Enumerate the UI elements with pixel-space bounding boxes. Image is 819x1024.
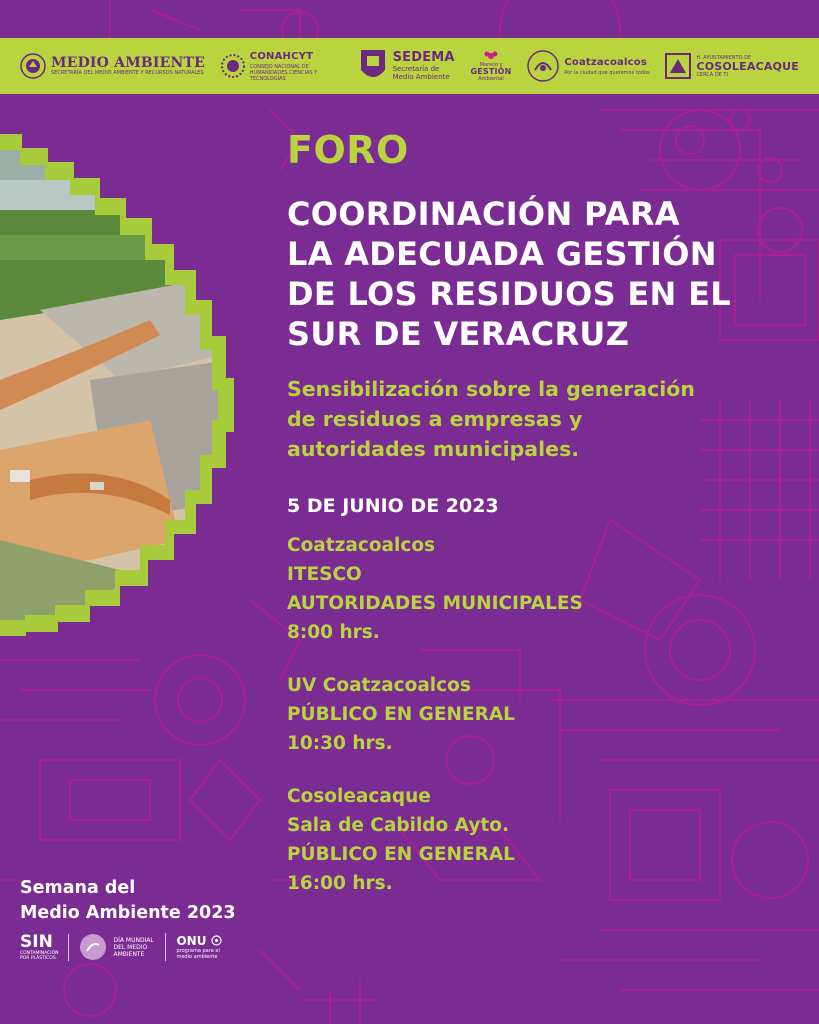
logo-gestion-ambiental	[470, 50, 511, 82]
logo-onu	[166, 935, 228, 960]
logo-coatzacoalcos-name: Coatzacoalcos	[564, 57, 647, 68]
logo-gestion-line-3: Ambiental	[478, 76, 504, 82]
venue-time: 10:30 hrs.	[287, 733, 393, 754]
venue-time: 16:00 hrs.	[287, 873, 393, 894]
event-title-line: SUR DE VERACRUZ	[287, 315, 630, 353]
event-title	[287, 194, 792, 354]
venue-line: AUTORIDADES MUNICIPALES	[287, 593, 583, 614]
event-subtitle-line: autoridades municipales.	[287, 437, 580, 461]
event-title-line: DE LOS RESIDUOS EN EL	[287, 275, 731, 313]
gear-seal-icon	[221, 54, 245, 78]
event-subtitle-line: de residuos a empresas y	[287, 407, 583, 431]
logo-conahcyt-tagline: CONSEJO NACIONAL DE HUMANIDADES CIENCIAS Y TECNOLOGÍAS	[249, 64, 318, 82]
venue-uv-coatzacoalcos	[287, 671, 792, 758]
flower-icon	[484, 50, 498, 62]
logo-coatzacoalcos-tagline: Por la ciudad que queremos todos	[564, 70, 650, 76]
landfill-aerial-photo	[0, 120, 260, 640]
venue-line: Sala de Cabildo Ayto.	[287, 815, 509, 836]
logo-dia-mundial	[69, 933, 166, 961]
event-title-line: COORDINACIÓN PARA	[287, 195, 680, 233]
mexico-emblem-icon	[20, 53, 46, 79]
logo-sedema-tagline-2: Medio Ambiente	[392, 73, 450, 81]
sin-small-1: CONTAMINACIÓN	[20, 950, 59, 956]
venue-list	[287, 531, 792, 898]
logo-conahcyt	[221, 50, 342, 82]
event-title-line: LA ADECUADA GESTIÓN	[287, 235, 717, 273]
event-subtitle-line: Sensibilización sobre la generación	[287, 377, 695, 401]
onu-name: ONU	[176, 933, 207, 948]
logo-coatzacoalcos	[527, 50, 649, 82]
event-date: 5 DE JUNIO DE 2023	[287, 495, 499, 517]
event-content	[287, 128, 792, 922]
logo-cosoleacaque-line-1: H. AYUNTAMIENTO DE	[696, 54, 752, 61]
logo-cosoleacaque-name: COSOLEACAQUE	[696, 59, 799, 73]
event-label: FORO	[287, 128, 409, 172]
sin-small-2: POR PLÁSTICOS	[20, 955, 56, 961]
semana-title-line: Semana del	[20, 878, 136, 898]
venue-line: PÚBLICO EN GENERAL	[287, 704, 515, 725]
circle-seal-icon	[527, 50, 559, 82]
logo-sedema-name: SEDEMA	[392, 50, 455, 65]
coat-of-arms-icon	[665, 53, 691, 79]
semana-title	[20, 876, 236, 926]
semana-title-line: Medio Ambiente 2023	[20, 903, 236, 923]
logo-medio-ambiente-tagline: SECRETARÍA DEL MEDIO AMBIENTE Y RECURSOS NATURALES	[51, 70, 204, 76]
venue-line: ITESCO	[287, 564, 362, 585]
logo-sin-contaminacion	[20, 931, 69, 961]
logo-medio-ambiente	[20, 53, 205, 79]
logo-conahcyt-name: CONAHCYT	[249, 51, 314, 62]
semana-logos	[20, 931, 228, 963]
venue-line: Coatzacoalcos	[287, 535, 436, 556]
logo-gestion-line-2: GESTIÓN	[470, 67, 512, 76]
logo-cosoleacaque-tagline: CERCA DE TI	[696, 71, 728, 78]
venue-line: Cosoleacaque	[287, 786, 431, 807]
logo-medio-ambiente-name: MEDIO AMBIENTE	[51, 55, 206, 71]
event-subtitle	[287, 374, 792, 464]
venue-time: 8:00 hrs.	[287, 622, 380, 643]
logo-sedema	[358, 46, 455, 86]
logo-sedema-tagline-1: Secretaría de	[392, 65, 440, 73]
venue-line: UV Coatzacoalcos	[287, 675, 471, 696]
venue-cosoleacaque	[287, 782, 792, 898]
logo-cosoleacaque	[665, 53, 799, 79]
sin-big: SIN	[20, 931, 53, 952]
logo-bar	[0, 38, 819, 94]
onu-big	[176, 935, 228, 948]
dia-mundial-text: DÍA MUNDIAL DEL MEDIO AMBIENTE	[113, 936, 154, 958]
venue-line: PÚBLICO EN GENERAL	[287, 844, 515, 865]
earth-hand-icon	[79, 933, 107, 961]
logo-gestion-line-1: Manejo y	[479, 62, 503, 68]
onu-small: programa para el medio ambiente	[176, 947, 220, 960]
venue-coatzacoalcos-itesco	[287, 531, 792, 647]
un-emblem-icon	[211, 935, 222, 946]
veracruz-shield-icon	[358, 46, 388, 86]
